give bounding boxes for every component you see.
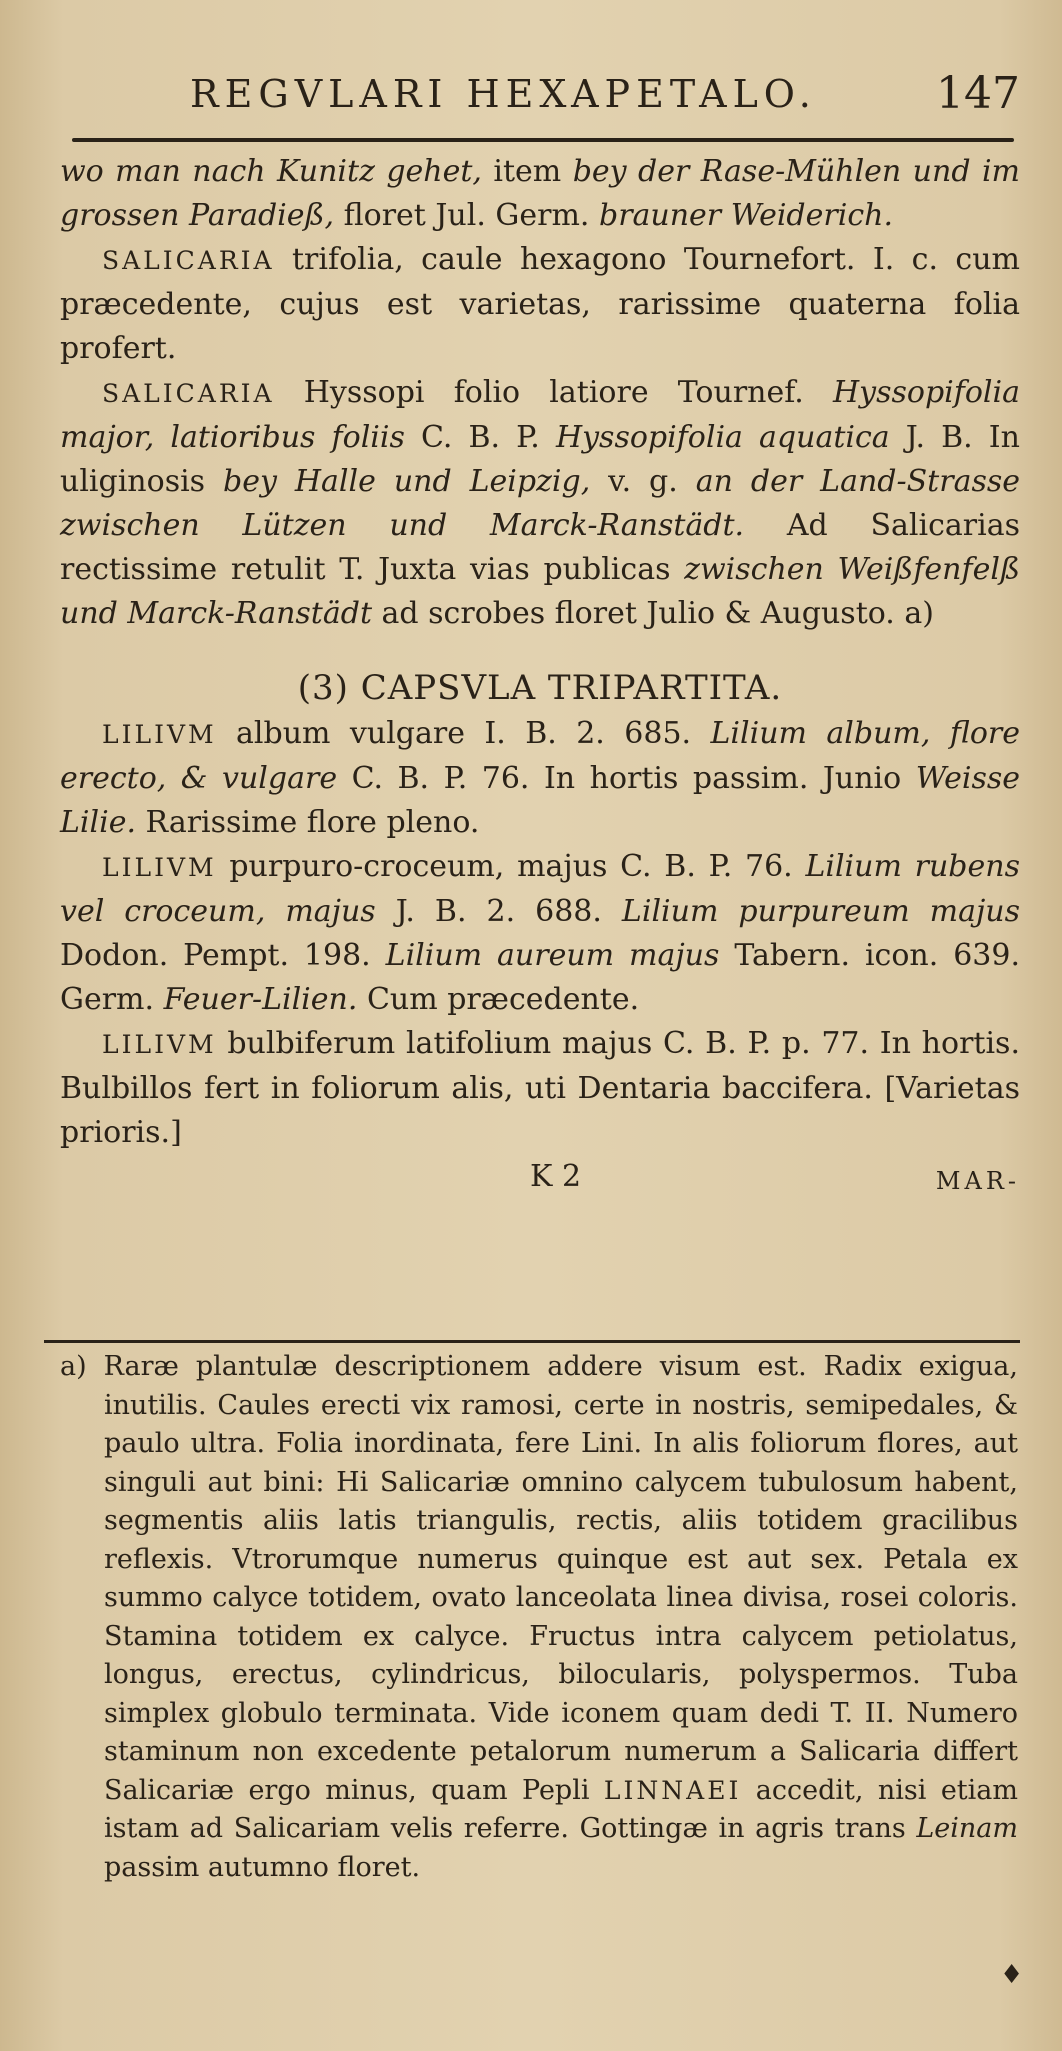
section-heading: (3) CAPSVLA TRIPARTITA. <box>297 668 783 708</box>
text: J. B. In uliginosis <box>60 420 1020 499</box>
text-italic: Lilium purpureum majus <box>621 894 1020 929</box>
text: C. B. P. 76. In hortis passim. Junio <box>337 761 916 796</box>
running-head: REGVLARI HEXAPETALO. <box>190 72 817 116</box>
text-italic: Lilium album, flore erecto, & vulgare <box>60 716 1020 796</box>
header-rule <box>72 138 1014 142</box>
paragraph-salicaria-trifolia <box>60 238 1020 371</box>
text: Tabern. icon. 639. Germ. <box>60 938 1020 1017</box>
signature-line <box>60 1155 1020 1201</box>
genus-name: SALICARIA <box>102 379 275 408</box>
text-italic: an der Land-Strasse zwischen Lützen und Marck-Ranstädt. <box>60 464 1020 543</box>
text: a) Raræ plantulæ descriptionem addere visum est. Radix exigua, inutilis. Caules erecti vix ramosi, certe in nostris, semipedales, & paulo ultra. Folia inordinata, fere Lini. In alis foliorum flores, aut singuli aut bini: Hi Salicariæ omnino calycem tubulosum habent, segmentis aliis latis triangulis, rectis, aliis totidem gracilibus reflexis. Vtrorumque numerus quinque est aut sex. Petala ex summo calyce totidem, ovato lanceolata linea divisa, rosei coloris. Stamina totidem ex calyce. Fructus intra calycem petiolatus, longus, erectus, cylindricus, bilocularis, polyspermos. Tuba simplex globulo terminata. Vide iconem quam dedi T. II. Numero staminum non excedente petalorum numerum a Salicaria differt Salicariæ ergo minus, quam Pepli <box>60 1351 1018 1806</box>
text: v. g. <box>590 464 696 499</box>
text: Rarissime flore pleno. <box>136 805 480 840</box>
page-header <box>60 68 1020 128</box>
text: Ad Salicarias rectissime retulit T. Juxta vias publicas <box>60 508 1020 587</box>
text-italic: bey der Rase-Mühlen und im grossen Paradieß, <box>60 154 1020 233</box>
text-italic: Hyssopifolia major, latioribus foliis <box>60 375 1020 455</box>
text: trifolia, caule hexagono Tournefort. I. c. cum præcedente, cujus est varietas, rarissime quaterna folia profert. <box>60 242 1020 366</box>
paragraph-lilium-purpuro <box>60 845 1020 1022</box>
printer-mark: ♦ <box>1000 1960 1024 1990</box>
text-italic: brauner Weiderich. <box>598 198 893 233</box>
text: Hyssopi folio latiore Tournef. <box>274 375 833 410</box>
text: accedit, nisi etiam istam ad Salicariam velis referre. Gottingæ in agris trans <box>104 1774 1018 1844</box>
author-name: LINNAEI <box>603 1775 742 1805</box>
genus-name: LILIVM <box>102 1030 217 1059</box>
text-italic: Feuer-Lilien. <box>163 982 358 1017</box>
text: C. B. P. <box>404 420 556 455</box>
footnote-rule <box>44 1340 1020 1343</box>
genus-name: LILIVM <box>102 720 217 749</box>
paragraph-lilium-album <box>60 712 1020 845</box>
text: J. B. 2. 688. <box>375 894 622 929</box>
text: ad scrobes floret Julio & Augusto. a) <box>372 596 934 631</box>
text: floret Jul. Germ. <box>334 198 599 233</box>
text-italic: zwischen Weißfenfelß und Marck-Ranstädt <box>60 552 1020 631</box>
text-italic: Lilium rubens vel croceum, majus <box>60 849 1020 929</box>
footnote <box>60 1348 1018 1887</box>
paragraph-salicaria-hyssopi <box>60 371 1020 636</box>
genus-name: SALICARIA <box>102 246 275 275</box>
page-number: 147 <box>936 68 1020 119</box>
text: item <box>481 154 573 189</box>
text-italic: wo man nach Kunitz gehet, <box>60 154 482 189</box>
catchword: MAR- <box>935 1167 1020 1195</box>
text-italic: Hyssopifolia aquatica <box>555 420 890 455</box>
text-italic: Leinam <box>916 1813 1018 1844</box>
paragraph-1 <box>60 150 1020 238</box>
main-text <box>60 150 1020 1201</box>
text: bulbiferum latifolium majus C. B. P. p. 77. In hortis. Bulbillos fert in foliorum alis, uti Dentaria baccifera. [Varietas prioris.] <box>60 1026 1020 1150</box>
text-italic: Weisse Lilie. <box>60 761 1020 840</box>
signature-mark: K 2 <box>530 1159 582 1194</box>
text: album vulgare I. B. 2. 685. <box>216 716 711 751</box>
text: Cum præcedente. <box>357 982 640 1017</box>
text: purpuro-croceum, majus C. B. P. 76. <box>216 849 806 884</box>
footnote-a <box>60 1348 1018 1887</box>
text: passim autumno floret. <box>104 1851 421 1883</box>
text-italic: bey Halle und Leipzig, <box>223 464 591 499</box>
text: Dodon. Pempt. 198. <box>60 938 386 973</box>
text-italic: Lilium aureum majus <box>385 938 720 973</box>
paragraph-lilium-bulbiferum <box>60 1022 1020 1155</box>
genus-name: LILIVM <box>102 853 217 882</box>
